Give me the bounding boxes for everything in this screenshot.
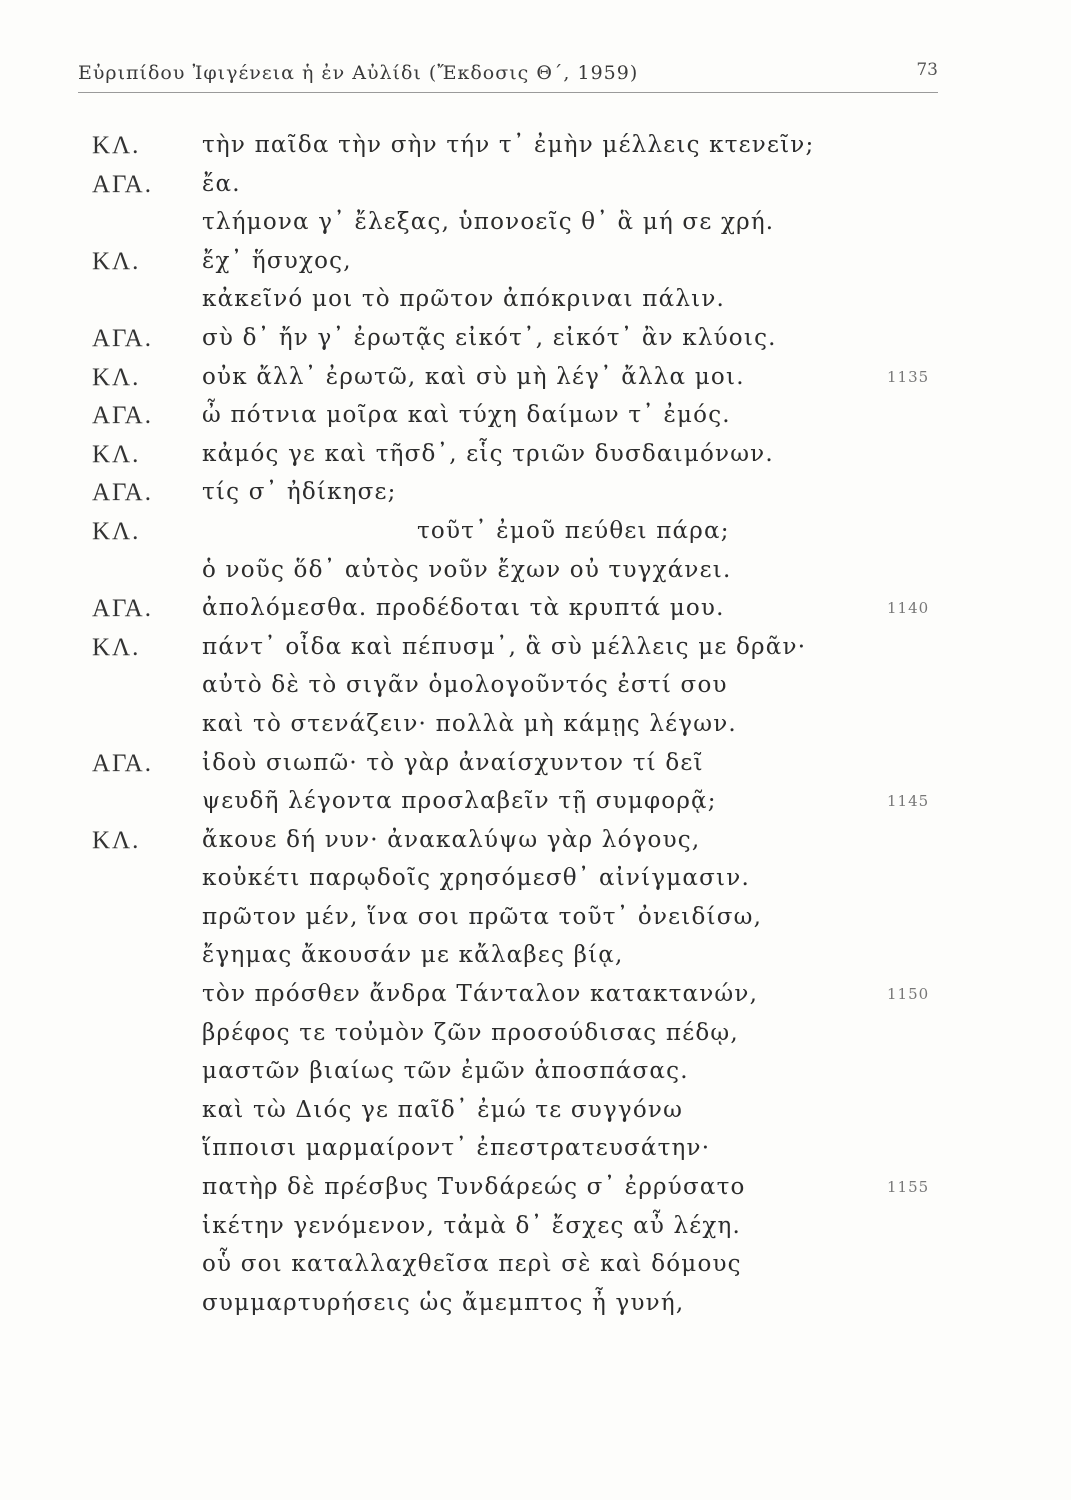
verse-line	[92, 248, 972, 287]
line-number: 1135	[887, 367, 930, 386]
running-head	[78, 58, 938, 90]
verse-text-line: οὗ σοι καταλλαχθεῖσα περὶ σὲ καὶ δόμους	[202, 1251, 742, 1278]
verse-text-line: ἀπολόμεσθα. προδέδοται τὰ κρυπτά μου.	[202, 595, 725, 622]
verse-line	[92, 827, 972, 866]
verse-line	[92, 595, 972, 634]
verse-text-line: κἀμός γε καὶ τῆσδ᾽, εἷς τριῶν δυσδαιμόνων.	[202, 440, 774, 467]
verse-line	[92, 557, 972, 596]
speaker-label: ΑΓΑ.	[92, 402, 153, 430]
speaker-label: ΚΛ.	[92, 440, 141, 468]
verse-text-line: τὴν παῖδα τὴν σὴν τήν τ᾽ ἐμὴν μέλλεις κτενεῖν;	[202, 132, 815, 158]
verse-text-line: ψευδῆ λέγοντα προσλαβεῖν τῇ συμφορᾷ;	[202, 788, 717, 815]
verse-text-line: συμμαρτυρήσεις ὡς ἄμεμπτος ἦ γυνή,	[202, 1289, 685, 1316]
speaker-label: ΑΓΑ.	[92, 170, 153, 198]
verse-text-line: τὸν πρόσθεν ἄνδρα Τάνταλον κατακτανών,	[202, 981, 759, 1008]
line-number: 1150	[887, 985, 930, 1004]
line-number: 1155	[887, 1178, 930, 1197]
verse-line	[92, 286, 972, 325]
verse-line	[92, 788, 972, 827]
verse-line	[92, 711, 972, 750]
line-number: 1145	[887, 792, 930, 811]
speaker-label: ΚΛ.	[92, 633, 141, 661]
verse-text-line: ἄκουε δή νυν· ἀνακαλύψω γὰρ λόγους,	[202, 826, 701, 853]
verse-text-line: κοὐκέτι παρῳδοῖς χρησόμεσθ᾽ αἰνίγμασιν.	[202, 865, 750, 892]
verse-text-line: τίς σ᾽ ἠδίκησε;	[202, 479, 397, 506]
verse-text-line: ἰδοὺ σιωπῶ· τὸ γὰρ ἀναίσχυντον τί δεῖ	[202, 749, 704, 776]
verse-text-line: ὁ νοῦς ὅδ᾽ αὐτὸς νοῦν ἔχων οὐ τυγχάνει.	[202, 556, 732, 583]
verse-line	[92, 750, 972, 789]
speaker-label: ΑΓΑ.	[92, 595, 153, 623]
page-number: 73	[916, 60, 938, 80]
speaker-label: ΚΛ.	[92, 132, 141, 159]
speaker-label: ΚΛ.	[92, 247, 141, 275]
verse-text-line: πρῶτον μέν, ἵνα σοι πρῶτα τοῦτ᾽ ὀνειδίσω,	[202, 903, 763, 930]
verse-line	[92, 518, 972, 557]
verse-line	[92, 1097, 972, 1136]
verse-line	[92, 634, 972, 673]
speaker-label: ΚΛ.	[92, 517, 141, 545]
running-title: Εὐριπίδου Ἰφιγένεια ἡ ἐν Αὐλίδι (Ἔκδοσις Θ΄, 1959)	[78, 62, 639, 84]
verse-text-line: πατὴρ δὲ πρέσβυς Τυνδάρεώς σ᾽ ἐρρύσατο	[202, 1174, 746, 1201]
verse-text-line: τλήμονα γ᾽ ἔλεξας, ὑπονοεῖς θ᾽ ἃ μή σε χρή.	[202, 209, 775, 236]
verse-text-line: κἀκεῖνό μοι τὸ πρῶτον ἀπόκριναι πάλιν.	[202, 286, 726, 313]
verse-text-line: ἱκέτην γενόμενον, τἀμὰ δ᾽ ἔσχες αὖ λέχη.	[202, 1212, 742, 1239]
verse-line	[92, 904, 972, 943]
verse-text-line: οὐκ ἄλλ᾽ ἐρωτῶ, καὶ σὺ μὴ λέγ᾽ ἄλλα μοι.	[202, 363, 745, 390]
verse-line	[92, 981, 972, 1020]
verse-text-line: τοῦτ᾽ ἐμοῦ πεύθει πάρα;	[417, 517, 730, 544]
verse-line	[92, 865, 972, 904]
speaker-label: ΑΓΑ.	[92, 749, 153, 777]
verse-line	[92, 402, 972, 441]
verse-text-line: ἔγημας ἄκουσάν με κἄλαβες βίᾳ,	[202, 942, 624, 969]
speaker-label: ΑΓΑ.	[92, 324, 153, 352]
verse-line	[92, 132, 972, 171]
verse-text-line: ἵπποισι μαρμαίροντ᾽ ἐπεστρατευσάτην·	[202, 1135, 711, 1162]
verse-line	[92, 171, 972, 210]
verse-line	[92, 1020, 972, 1059]
verse-line	[92, 1174, 972, 1213]
verse-line	[92, 942, 972, 981]
verse-text-line: βρέφος τε τοὐμὸν ζῶν προσούδισας πέδῳ,	[202, 1019, 739, 1046]
verse-line	[92, 672, 972, 711]
speaker-label: ΑΓΑ.	[92, 479, 153, 507]
verse-line	[92, 325, 972, 364]
speaker-label: ΚΛ.	[92, 363, 141, 391]
verse-line	[92, 479, 972, 518]
verse-line	[92, 1290, 972, 1329]
verse-line	[92, 209, 972, 248]
verse-line	[92, 441, 972, 480]
verse-text-line: ὦ πότνια μοῖρα καὶ τύχη δαίμων τ᾽ ἐμός.	[202, 402, 731, 429]
verse-text-line: σὺ δ᾽ ἤν γ᾽ ἐρωτᾷς εἰκότ᾽, εἰκότ᾽ ἂν κλύοις.	[202, 324, 777, 351]
verse-text-line: καὶ τὸ στενάζειν· πολλὰ μὴ κάμῃς λέγων.	[202, 710, 737, 737]
verse-line	[92, 1135, 972, 1174]
line-number: 1140	[887, 599, 930, 618]
verse-line	[92, 1058, 972, 1097]
verse-text-line: πάντ᾽ οἶδα καὶ πέπυσμ᾽, ἃ σὺ μέλλεις με δρᾶν·	[202, 633, 807, 660]
speaker-label: ΚΛ.	[92, 826, 141, 854]
verse-line	[92, 1251, 972, 1290]
verse-text-line: ἔχ᾽ ἥσυχος,	[202, 247, 352, 274]
verse-text-line: αὐτὸ δὲ τὸ σιγᾶν ὁμολογοῦντός ἐστί σου	[202, 672, 728, 699]
verse-text-line: ἔα.	[202, 170, 241, 197]
verse-text	[92, 132, 972, 1328]
verse-line	[92, 364, 972, 403]
verse-text-line: καὶ τὼ Διός γε παῖδ᾽ ἐμώ τε συγγόνω	[202, 1096, 684, 1123]
verse-text-line: μαστῶν βιαίως τῶν ἐμῶν ἀποσπάσας.	[202, 1058, 689, 1085]
verse-line	[92, 1213, 972, 1252]
header-rule	[78, 92, 938, 93]
